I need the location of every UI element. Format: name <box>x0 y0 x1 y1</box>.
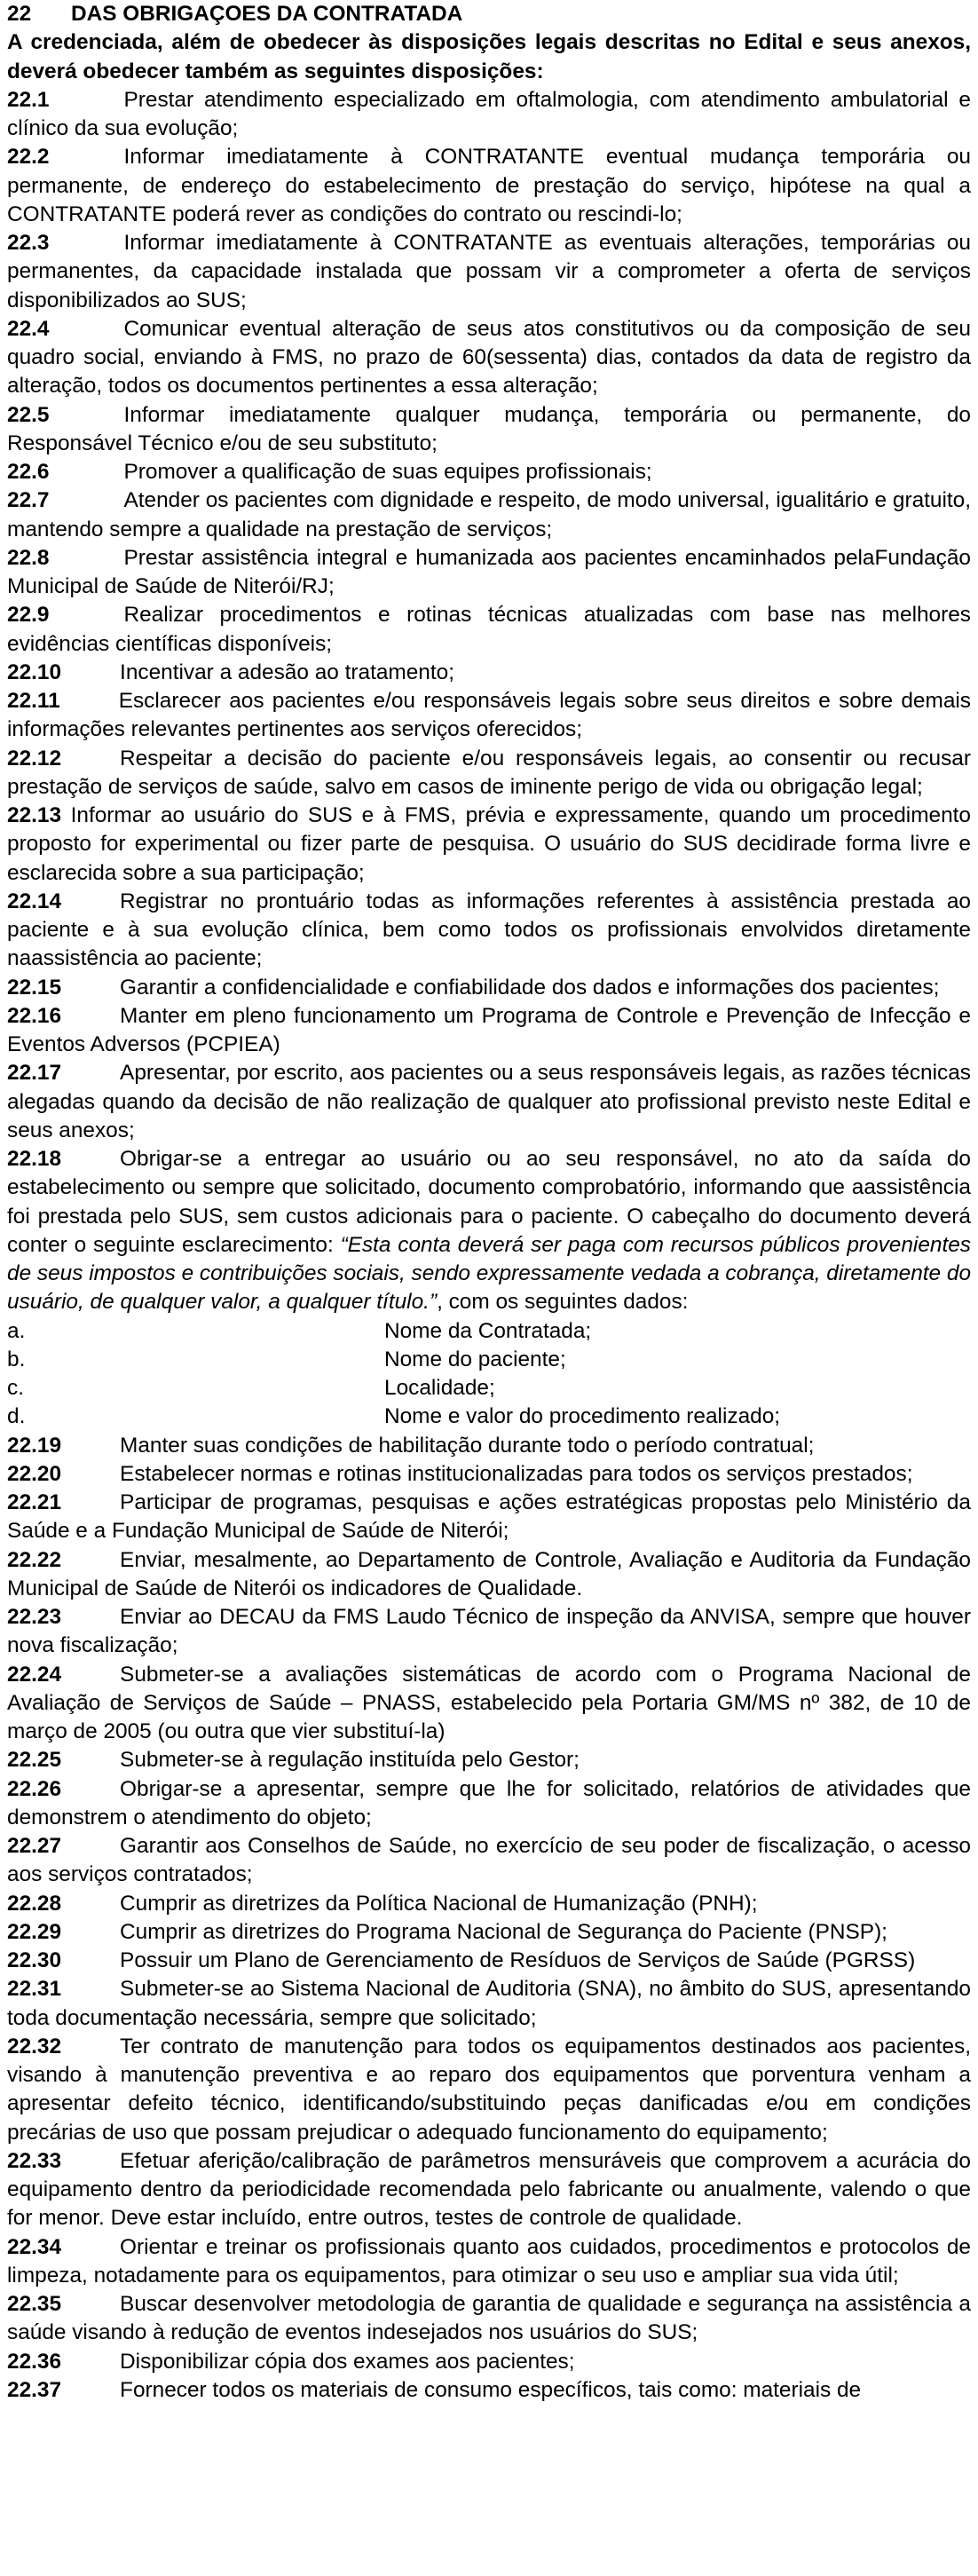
clause-22-23 <box>7 1603 971 1661</box>
clause-number: 22.2 <box>7 145 50 170</box>
clause-number: 22.3 <box>7 231 50 255</box>
clause-text: Garantir aos Conselhos de Saúde, no exercício de seu poder de fiscalização, o acesso aos serviços contratados; <box>7 1834 971 1887</box>
clause-22-29 <box>7 1918 971 1947</box>
clause-number: 22.4 <box>7 316 50 341</box>
clause-number: 22.37 <box>7 2377 62 2402</box>
clause-text: Ter contrato de manutenção para todos os equipamentos destinados aos pacientes, visando à manutenção preventiva e ao reparo dos equipamentos que porventura venham a apresentar defeito técnico, identificando/substituindo peças danificadas e/ou em condições precárias de uso que possam prejudicar o adequado funcionamento do equipamento; <box>7 2034 971 2145</box>
list-item <box>7 1403 971 1431</box>
clause-text: Promover a qualificação de suas equipes profissionais; <box>123 460 652 484</box>
clause-number: 22.13 <box>7 803 62 827</box>
list-item-letter: a. <box>7 1318 26 1343</box>
clause-text: Manter suas condições de habilitação durante todo o período contratual; <box>120 1433 815 1458</box>
clause-22-13 <box>7 802 971 888</box>
clause-text: Registrar no prontuário todas as informações referentes à assistência prestada ao paciente e à sua evolução clínica, bem como todos os profissionais envolvidos diretamente naassistência ao paciente; <box>7 889 971 971</box>
list-item-text: Localidade; <box>384 1376 495 1400</box>
clause-22-7 <box>7 486 971 544</box>
clause-text: Enviar, mesalmente, ao Departamento de Controle, Avaliação e Auditoria da Fundação Municipal de Saúde de Niterói os indicadores de Qualidade. <box>7 1547 971 1600</box>
clause-text: Garantir a confidencialidade e confiabilidade dos dados e informações dos pacientes; <box>120 975 940 1000</box>
list-item-text: Nome do paciente; <box>384 1347 566 1371</box>
clause-text: Prestar atendimento especializado em oftalmologia, com atendimento ambulatorial e clínico da sua evolução; <box>7 87 971 140</box>
clause-text: Manter em pleno funcionamento um Programa de Controle e Prevenção de Infecção e Eventos Adversos (PCPIEA) <box>7 1003 971 1056</box>
clauses-group-a <box>7 86 971 802</box>
clause-number: 22.8 <box>7 545 50 570</box>
clause-22-18-items <box>7 1317 971 1432</box>
clause-text: Obrigar-se a entregar ao usuário ou ao seu responsável, no ato da saída do estabelecimento ou sempre que solicitado, documento comprobatório, informando que aassistência foi prestada pelo SUS, sem custos adicionais para o paciente. O cabeçalho do documento deverá conter o seguinte esclarecimento: <box>7 1147 971 1257</box>
clause-22-26 <box>7 1775 971 1833</box>
list-item <box>7 1346 971 1374</box>
clause-number: 22.32 <box>7 2034 62 2058</box>
clause-22-24 <box>7 1661 971 1747</box>
clause-number: 22.18 <box>7 1147 62 1171</box>
clause-text: Enviar ao DECAU da FMS Laudo Técnico de inspeção da ANVISA, sempre que houver nova fiscalização; <box>7 1605 971 1658</box>
clause-22-14 <box>7 888 971 974</box>
clause-22-32 <box>7 2033 971 2147</box>
clause-text: Cumprir as diretrizes da Política Nacional de Humanização (PNH); <box>120 1891 758 1916</box>
clause-22-25 <box>7 1746 971 1774</box>
clause-22-9 <box>7 601 971 659</box>
clause-22-6 <box>7 458 971 486</box>
list-item-letter: d. <box>7 1404 26 1429</box>
clause-22-27 <box>7 1832 971 1890</box>
clause-number: 22.35 <box>7 2292 62 2316</box>
section-title: DAS OBRIGAÇOES DA CONTRATADA <box>71 2 463 26</box>
clause-number: 22.29 <box>7 1919 62 1944</box>
clause-22-2 <box>7 143 971 229</box>
intro-paragraph: A credenciada, além de obedecer às disposições legais descritas no Edital e seus anexos, deverá obedecer também as seguintes disposições: <box>7 30 971 83</box>
clause-number: 22.6 <box>7 460 50 484</box>
clause-number: 22.23 <box>7 1605 62 1629</box>
clause-number: 22.10 <box>7 660 62 684</box>
clause-number: 22.11 <box>7 689 60 713</box>
list-item-letter: c. <box>7 1376 24 1400</box>
clause-number: 22.9 <box>7 603 50 628</box>
clause-text: Orientar e treinar os profissionais quanto aos cuidados, procedimentos e protocolos de limpeza, notadamente para os equipamentos, para otimizar o seu uso e ampliar sua vida útil; <box>7 2234 971 2288</box>
clause-number: 22.22 <box>7 1547 62 1572</box>
clause-number: 22.17 <box>7 1061 62 1086</box>
clause-22-12 <box>7 745 971 802</box>
clause-number: 22.26 <box>7 1776 62 1801</box>
list-item-text: Nome da Contratada; <box>384 1318 592 1343</box>
clause-text: Buscar desenvolver metodologia de garantia de qualidade e segurança na assistência a saúde visando à redução de eventos indesejados nos usuários do SUS; <box>7 2292 971 2345</box>
clause-number: 22.16 <box>7 1003 62 1028</box>
clause-22-21 <box>7 1489 971 1546</box>
clause-text: Possuir um Plano de Gerenciamento de Resíduos de Serviços de Saúde (PGRSS) <box>120 1948 916 1972</box>
clause-22-17 <box>7 1059 971 1145</box>
clause-22-31 <box>7 1975 971 2033</box>
clause-text: Informar imediatamente qualquer mudança, temporária ou permanente, do Responsável Técnico e/ou de seu substituto; <box>7 402 971 455</box>
clause-number: 22.31 <box>7 1977 62 2002</box>
clause-number: 22.36 <box>7 2349 62 2374</box>
clause-22-19 <box>7 1432 971 1460</box>
clause-22-34 <box>7 2233 971 2291</box>
clause-text: Cumprir as diretrizes do Programa Nacional de Segurança do Paciente (PNSP); <box>120 1919 887 1944</box>
clause-22-11 <box>7 687 971 745</box>
clause-22-15 <box>7 974 971 1002</box>
clause-22-33 <box>7 2147 971 2233</box>
clause-text: Informar imediatamente à CONTRATANTE eventual mudança temporária ou permanente, de endereço do estabelecimento de prestação do serviço, hipótese na qual a CONTRATANTE poderá rever as condições do contrato ou rescindi-lo; <box>7 145 971 226</box>
list-item <box>7 1374 971 1403</box>
clause-22-20 <box>7 1460 971 1489</box>
clause-number: 22.24 <box>7 1662 62 1687</box>
clause-number: 22.33 <box>7 2148 62 2173</box>
list-item-text: Nome e valor do procedimento realizado; <box>384 1404 781 1429</box>
clause-number: 22.21 <box>7 1490 62 1514</box>
clause-text: Submeter-se à regulação instituída pelo Gestor; <box>120 1748 580 1773</box>
clause-22-8 <box>7 544 971 602</box>
clause-text: Atender os pacientes com dignidade e respeito, de modo universal, igualitário e gratuito, mantendo sempre a qualidade na prestação de serviços; <box>7 488 972 541</box>
clause-text: Fornecer todos os materiais de consumo específicos, tais como: materiais de <box>120 2377 862 2402</box>
clause-text: Comunicar eventual alteração de seus atos constitutivos ou da composição de seu quadro social, enviando à FMS, no prazo de 60(sessenta) dias, contados da data de registro da alteração, todos os documentos pertinentes a essa alteração; <box>7 316 971 399</box>
clause-number: 22.19 <box>7 1433 62 1458</box>
clause-number: 22.28 <box>7 1891 62 1916</box>
clause-text: Disponibilizar cópia dos exames aos pacientes; <box>120 2349 575 2374</box>
clause-22-10 <box>7 659 971 687</box>
clause-22-18 <box>7 1145 971 1317</box>
clause-22-35 <box>7 2290 971 2348</box>
clause-text: Realizar procedimentos e rotinas técnicas atualizadas com base nas melhores evidências científicas disponíveis; <box>7 603 971 656</box>
clauses-group-b <box>7 888 971 1145</box>
clause-22-22 <box>7 1546 971 1604</box>
clause-text: Prestar assistência integral e humanizada aos pacientes encaminhados pelaFundação Municipal de Saúde de Niterói/RJ; <box>7 545 971 598</box>
list-item-letter: b. <box>7 1347 26 1371</box>
clause-22-28 <box>7 1890 971 1918</box>
clause-text: Estabelecer normas e rotinas institucionalizadas para todos os serviços prestados; <box>120 1461 913 1486</box>
clause-text: Esclarecer aos pacientes e/ou responsáveis legais sobre seus direitos e sobre demais informações relevantes pertinentes aos serviços oferecidos; <box>7 689 971 742</box>
section-number: 22 <box>7 2 32 26</box>
clause-number: 22.14 <box>7 889 62 913</box>
clause-number: 22.1 <box>7 87 50 112</box>
clause-number: 22.7 <box>7 488 50 513</box>
clause-text: Informar ao usuário do SUS e à FMS, prévia e expressamente, quando um procedimento proposto for experimental ou fizer parte de pesquisa. O usuário do SUS decidirade forma livre e esclarecida sobre a sua participação; <box>7 803 971 885</box>
clause-number: 22.27 <box>7 1834 62 1858</box>
clause-text: Incentivar a adesão ao tratamento; <box>120 660 454 684</box>
clause-text: Informar imediatamente à CONTRATANTE as eventuais alterações, temporárias ou permanentes, da capacidade instalada que possam vir a comprometer a oferta de serviços disponibilizados ao SUS; <box>7 231 971 312</box>
clause-number: 22.25 <box>7 1748 62 1773</box>
clause-22-16 <box>7 1002 971 1060</box>
clause-number: 22.12 <box>7 746 62 770</box>
clause-text: Submeter-se a avaliações sistemáticas de acordo com o Programa Nacional de Avaliação de Serviços de Saúde – PNASS, estabelecido pela Portaria GM/MS nº 382, de 10 de março de 2005 (ou outra que vier substituí-la) <box>7 1662 971 1743</box>
clause-text: Obrigar-se a apresentar, sempre que lhe for solicitado, relatórios de atividades que demonstrem o atendimento do objeto; <box>7 1776 971 1829</box>
clause-number: 22.34 <box>7 2234 62 2259</box>
clause-22-30 <box>7 1947 971 1975</box>
clause-text: Apresentar, por escrito, aos pacientes ou a seus responsáveis legais, as razões técnicas alegadas quando da decisão de não realização de qualquer ato profissional previsto neste Edital e seus anexos; <box>7 1061 971 1142</box>
clause-number: 22.15 <box>7 975 62 1000</box>
clause-22-1 <box>7 86 971 144</box>
clause-text: Respeitar a decisão do paciente e/ou responsáveis legais, ao consentir ou recusar prestação de serviços de saúde, salvo em casos de iminente perigo de vida ou obrigação legal; <box>7 746 971 799</box>
clause-22-36 <box>7 2348 971 2376</box>
clause-text: Submeter-se ao Sistema Nacional de Auditoria (SNA), no âmbito do SUS, apresentando toda documentação necessária, sempre que solicitado; <box>7 1977 971 2030</box>
clause-text: Efetuar aferição/calibração de parâmetros mensuráveis que comprovem a acurácia do equipamento dentro da periodicidade recomendada pelo fabricante ou anualmente, valendo o que for menor. Deve estar incluído, entre outros, testes de controle de qualidade. <box>7 2148 971 2231</box>
list-item <box>7 1317 971 1346</box>
clause-22-3 <box>7 229 971 315</box>
clauses-group-c <box>7 1432 971 2406</box>
clause-quote: “Esta conta deverá ser paga com recursos públicos provenientes de seus impostos e contribuições sociais, sendo expressamente vedada a cobrança, diretamente do usuário, de qualquer valor, a qualquer título.” <box>7 1232 972 1315</box>
clause-number: 22.30 <box>7 1948 62 1972</box>
clause-tail: , com os seguintes dados: <box>437 1290 689 1315</box>
clause-22-5 <box>7 401 971 459</box>
clause-text: Participar de programas, pesquisas e ações estratégicas propostas pelo Ministério da Saúde e a Fundação Municipal de Saúde de Niterói; <box>7 1490 971 1544</box>
section-heading <box>7 0 971 28</box>
clause-number: 22.5 <box>7 402 50 427</box>
clause-22-4 <box>7 315 971 401</box>
clause-number: 22.20 <box>7 1461 62 1486</box>
clause-22-37 <box>7 2376 971 2405</box>
